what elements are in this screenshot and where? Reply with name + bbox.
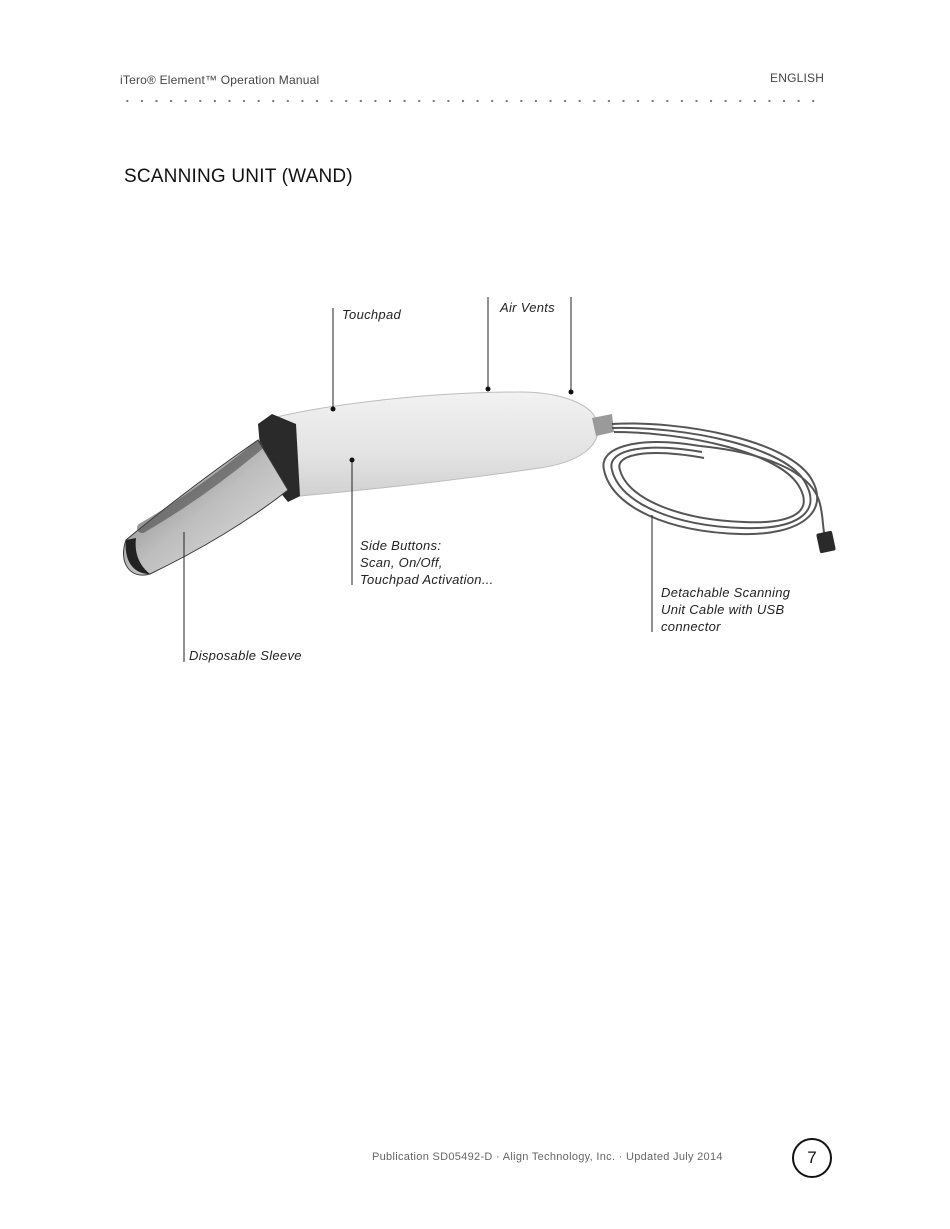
disposable-sleeve-label: Disposable Sleeve bbox=[189, 648, 302, 663]
side-buttons-line-2: Scan, On/Off, bbox=[360, 555, 443, 570]
side-buttons-line-1: Side Buttons: bbox=[360, 538, 442, 553]
page-title: SCANNING UNIT (WAND) bbox=[124, 166, 353, 187]
language-label: ENGLISH bbox=[770, 71, 825, 85]
manual-title: iTero® Element™ Operation Manual bbox=[120, 73, 320, 87]
cable-line-1: Detachable Scanning bbox=[661, 585, 791, 600]
side-buttons-line-3: Touchpad Activation... bbox=[360, 572, 494, 587]
side-buttons-label bbox=[360, 537, 494, 588]
cable-line-2: Unit Cable with USB bbox=[661, 602, 785, 617]
touchpad-label: Touchpad bbox=[342, 307, 402, 322]
cable-label bbox=[661, 584, 790, 635]
cable-line-3: connector bbox=[661, 619, 721, 634]
air-vents-label: Air Vents bbox=[500, 300, 555, 315]
publication-footer: Publication SD05492-D · Align Technology, Inc. · Updated July 2014 bbox=[372, 1151, 723, 1163]
page-number-badge: 7 bbox=[792, 1138, 832, 1178]
